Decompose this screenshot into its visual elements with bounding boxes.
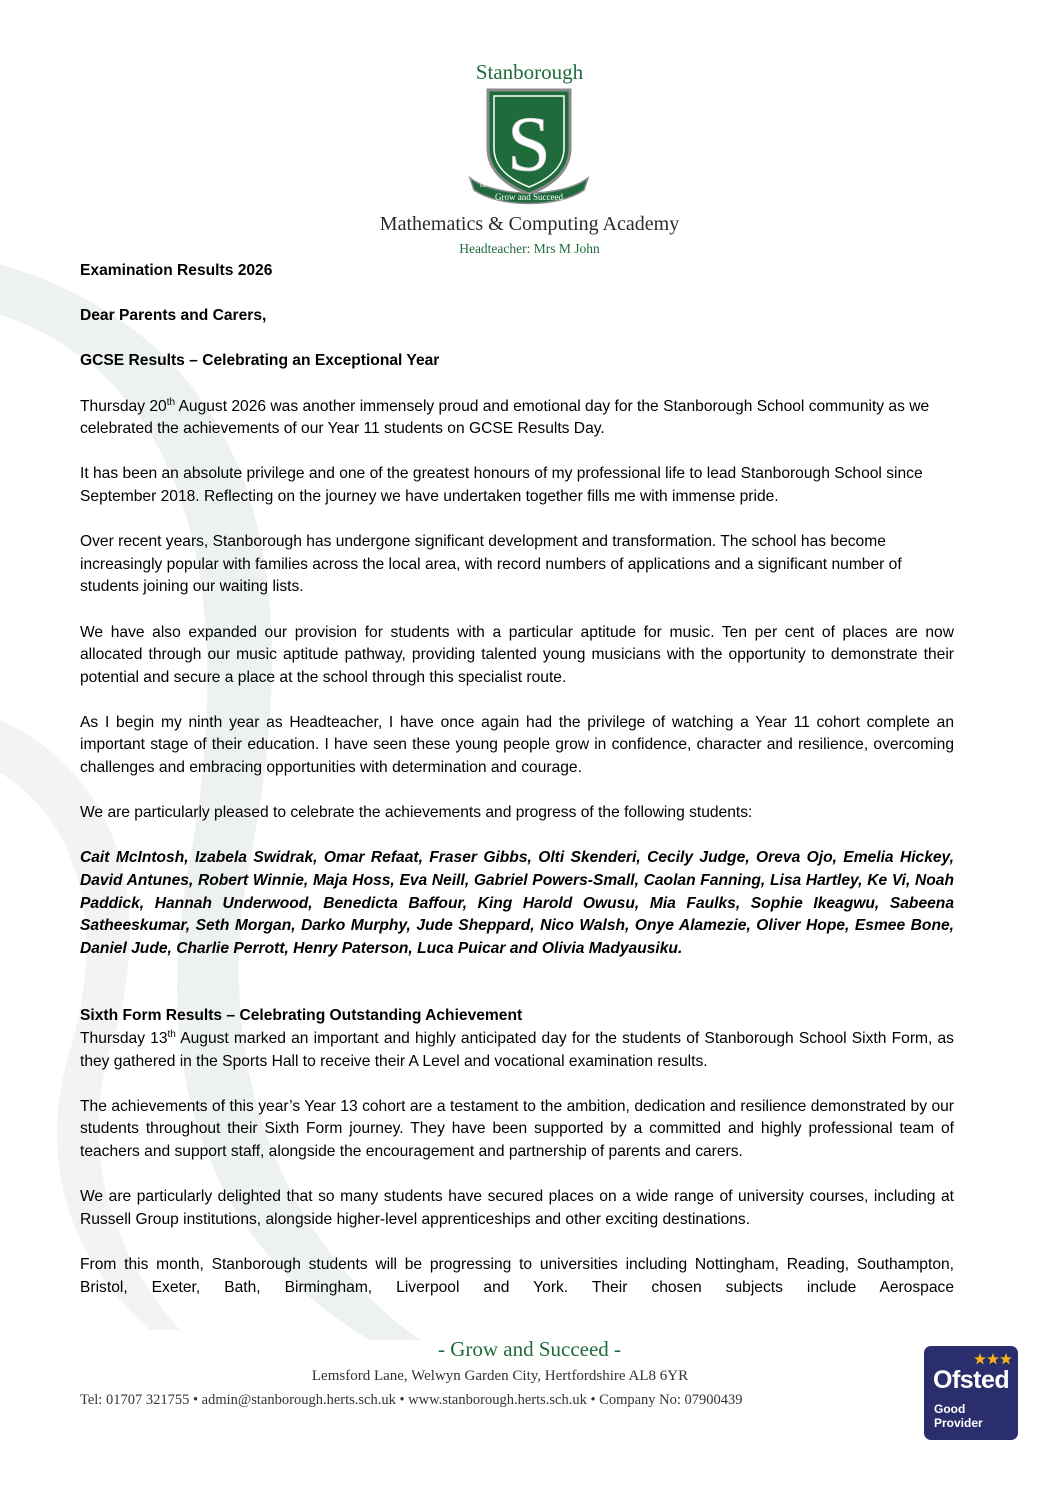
paragraph-results-day: Thursday 20th August 2026 was another immensely proud and emotional day for the Stanborough School community as we celebrated the achievements of our Year 11 students on GCSE Results Day.	[80, 396, 930, 438]
ofsted-grade-line2: Provider	[934, 1416, 983, 1430]
footer-address: Lemsford Lane, Welwyn Garden City, Hertfordshire AL8 6YR	[311, 1368, 689, 1384]
svg-text:S: S	[507, 100, 551, 187]
paragraph-ninth-year: As I begin my ninth year as Headteacher, I have once again had the privilege of watching a Year 11 cohort complete an important stage of their education. I have seen these young people grow in confidence, character and resilience, overcoming challenges and embracing opportunities with determination and courage.	[80, 713, 954, 777]
salutation: Dear Parents and Carers,	[80, 307, 267, 325]
sixth-form-heading: Sixth Form Results – Celebrating Outstanding Achievement	[80, 1007, 523, 1025]
letter-title: Examination Results 2026	[80, 262, 273, 279]
footer-slogan: - Grow and Succeed -	[437, 1337, 622, 1361]
school-crest-icon	[466, 86, 592, 210]
paragraph-universities: From this month, Stanborough students will be progressing to universities including Nottingham, Reading, Southampton, Bristol, Exeter, Bath, Birmingham, Liverpool and York. Their chosen subjects include Aerospace	[80, 1255, 954, 1296]
paragraph-celebrate: We are particularly pleased to celebrate the achievements and progress of the following students:	[80, 804, 753, 822]
paragraph-privilege: It has been an absolute privilege and one of the greatest honours of my professional life to lead Stanborough School since September 2018. Reflecting on the journey we have undertaken together fills me with immense pride.	[80, 465, 923, 505]
paragraph-sixth-results-day: Thursday 13th August marked an important and highly anticipated day for the students of Stanborough School Sixth Form, as they gathered in the Sports Hall to receive their A Level and vocational examination results.	[80, 1028, 954, 1070]
gcse-heading: GCSE Results – Celebrating an Exceptional Year	[80, 352, 440, 370]
paragraph-destinations: We are particularly delighted that so many students have secured places on a wide range of university courses, including at Russell Group institutions, alongside higher-level apprenticeships and other exciting destinations.	[80, 1188, 954, 1228]
footer-contact: Tel: 01707 321755 • admin@stanborough.herts.sch.uk • www.stanborough.herts.sch.uk • Company No: 07900439	[80, 1392, 743, 1408]
ofsted-logo-text: Ofsted	[933, 1366, 1010, 1394]
school-name: Stanborough	[475, 60, 584, 84]
svg-text:Est: Est	[480, 184, 487, 189]
paragraph-development: Over recent years, Stanborough has undergone significant development and transformation. The school has become increasingly popular with families across the local area, with record numbers of applications and a significant number of students joining our waiting lists.	[80, 533, 902, 596]
student-names: Cait McIntosh, Izabela Swidrak, Omar Refaat, Fraser Gibbs, Olti Skenderi, Cecily Judge, Oreva Ojo, Emelia Hickey, David Antunes, Robert Winnie, Maja Hoss, Eva Neill, Gabriel Powers-Small, Caolan Fanning, Lisa Hartley, Ke Vi, Noah Paddick, Hannah Underwood, Benedicta Baffour, King Harold Owusu, Mia Faulks, Sophie Ikeagwu, Sabeena Satheeskumar, Seth Morgan, Darko Murphy, Jude Sheppard, Nico Walsh, Onye Alamezie, Oliver Hope, Esmee Bone, Daniel Jude, Charlie Perrott, Henry Paterson, Luca Puicar and Olivia Madyausiku.	[80, 849, 954, 957]
letter-body	[80, 260, 954, 1299]
ofsted-badge	[924, 1346, 1018, 1440]
paragraph-year13: The achievements of this year’s Year 13 cohort are a testament to the ambition, dedication and resilience demonstrated by our students throughout their Sixth Form journey. They have been supported by a committed and highly professional team of teachers and support staff, alongside the encouragement and partnership of parents and carers.	[80, 1097, 954, 1160]
svg-text:Grow and Succeed: Grow and Succeed	[495, 192, 563, 202]
headteacher-line: Headteacher: Mrs M John	[459, 241, 600, 256]
paragraph-music: We have also expanded our provision for students with a particular aptitude for music. Ten per cent of places are now allocated through our music aptitude pathway, providing talented young musicians with the opportunity to demonstrate their potential and secure a place at the school through this specialist route.	[80, 623, 954, 686]
ofsted-grade-line1: Good	[934, 1402, 966, 1416]
academy-title: Mathematics & Computing Academy	[379, 213, 680, 235]
